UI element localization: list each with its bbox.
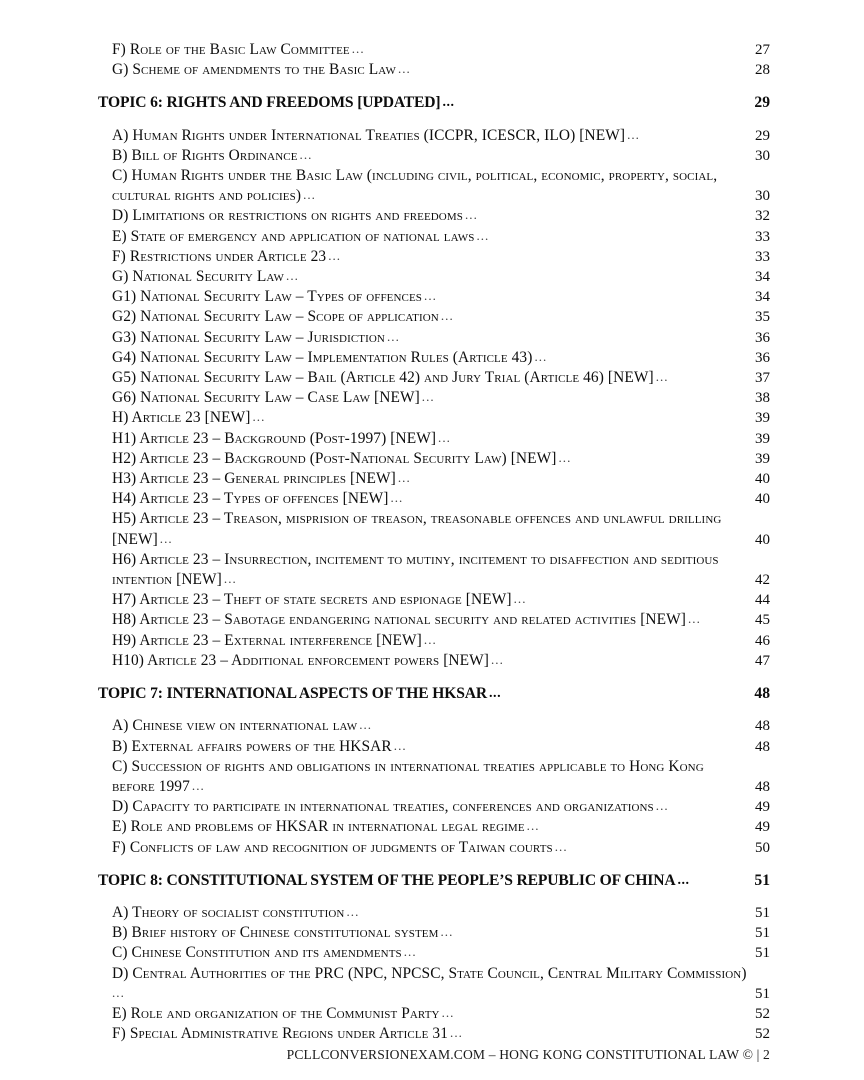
- toc-entry[interactable]: [112, 903, 770, 923]
- toc-page-number: 51: [754, 871, 770, 889]
- dot-leader: ...: [441, 1004, 455, 1020]
- toc-entry-label: A) Chinese view on international law: [112, 717, 358, 735]
- toc-entry-label: E) Role and problems of HKSAR in international legal regime: [112, 818, 525, 836]
- toc-page-number: 48: [755, 738, 770, 755]
- toc-entry[interactable]: [112, 838, 770, 858]
- toc-entry-label: H3) Article 23 – General principles [NEW]: [112, 470, 396, 488]
- toc-page-number: 52: [755, 1026, 770, 1043]
- toc-page-number: 30: [755, 188, 770, 205]
- toc-entry[interactable]: [112, 964, 770, 1004]
- toc-page-number: 34: [755, 289, 770, 306]
- toc-entry-label: A) Human Rights under International Treaties (ICCPR, ICESCR, ILO) [NEW]: [112, 126, 626, 144]
- toc-entry-label: E) Role and organization of the Communist Party: [112, 1004, 440, 1022]
- toc-page-number: 42: [755, 572, 770, 589]
- toc-entry[interactable]: [112, 328, 770, 348]
- toc-page-number: 49: [755, 819, 770, 836]
- toc-entry-label: H2) Article 23 – Background (Post-National Security Law) [NEW]: [112, 449, 557, 467]
- toc-entry[interactable]: [112, 146, 770, 166]
- toc-entry-label: E) State of emergency and application of national laws: [112, 227, 475, 245]
- toc-entry[interactable]: [112, 817, 770, 837]
- dot-leader: ...: [488, 686, 502, 702]
- dot-leader: ...: [328, 247, 342, 263]
- toc-entry[interactable]: [112, 60, 770, 80]
- dot-leader: ...: [440, 308, 454, 324]
- toc-entry[interactable]: [112, 757, 770, 797]
- dot-leader: ...: [450, 1025, 463, 1041]
- toc-page-number: 27: [755, 42, 770, 58]
- toc-entry[interactable]: [112, 509, 770, 549]
- toc-page-number: 51: [755, 904, 770, 921]
- toc-entry[interactable]: [112, 943, 770, 963]
- dot-leader: ...: [424, 288, 437, 304]
- dot-leader: ...: [403, 944, 417, 960]
- toc-page-number: 28: [755, 62, 770, 79]
- toc-entry-label: B) Bill of Rights Ordinance: [112, 146, 298, 164]
- toc-topic-heading[interactable]: [98, 93, 770, 114]
- toc-entry[interactable]: [112, 307, 770, 327]
- dot-leader: ...: [558, 449, 572, 465]
- dot-leader: ...: [677, 872, 690, 888]
- dot-leader: ...: [442, 95, 455, 111]
- dot-leader: ...: [526, 818, 540, 834]
- toc-page-number: 35: [755, 309, 770, 326]
- toc-entry[interactable]: [112, 166, 770, 206]
- toc-entry-label: F) Role of the Basic Law Committee: [112, 41, 350, 58]
- toc-entry[interactable]: [112, 590, 770, 610]
- toc-page-number: 40: [755, 471, 770, 488]
- toc-entry-label: H1) Article 23 – Background (Post-1997) [NEW]: [112, 429, 437, 447]
- toc-entry-label: H10) Article 23 – Additional enforcement powers [NEW]: [112, 651, 489, 669]
- toc-entry-label: H4) Article 23 – Types of offences [NEW]: [112, 490, 389, 508]
- toc-page-number: 39: [755, 410, 770, 427]
- dot-leader: ...: [393, 737, 407, 753]
- toc-entry-label: G4) National Security Law – Implementation Rules (Article 43): [112, 348, 533, 366]
- dot-leader: ...: [438, 429, 451, 445]
- dot-leader: ...: [286, 268, 299, 284]
- toc-page-number: 45: [755, 612, 770, 629]
- toc-page-number: 30: [755, 147, 770, 164]
- toc-page-number: 40: [755, 531, 770, 548]
- toc-page-number: 50: [755, 839, 770, 856]
- toc-entry-label: TOPIC 7: INTERNATIONAL ASPECTS OF THE HKSAR: [98, 685, 487, 703]
- toc-page-number: 44: [755, 592, 770, 609]
- toc-page-number: 52: [755, 1005, 770, 1022]
- dot-leader: ...: [554, 838, 568, 854]
- toc-entry[interactable]: [112, 651, 770, 671]
- toc-page-number: 48: [755, 778, 770, 795]
- dot-leader: ...: [397, 61, 411, 77]
- toc-page-number: 39: [755, 450, 770, 467]
- toc-page-number: 48: [754, 685, 770, 703]
- dot-leader: ...: [440, 924, 454, 940]
- toc-entry-label: F) Conflicts of law and recognition of judgments of Taiwan courts: [112, 838, 553, 856]
- toc-page-number: 51: [755, 985, 770, 1002]
- toc-entry-label-continued: before 1997: [112, 777, 190, 795]
- toc-entry-label: H) Article 23 [NEW]: [112, 409, 251, 427]
- toc-entry-label: F) Special Administrative Regions under Article 31: [112, 1025, 449, 1043]
- toc-entry[interactable]: [112, 429, 770, 449]
- toc-entry-label: D) Capacity to participate in international treaties, conferences and organizations: [112, 798, 654, 816]
- toc-page-number: 48: [755, 718, 770, 735]
- dot-leader: ...: [421, 389, 435, 405]
- toc-entry[interactable]: [112, 368, 770, 388]
- toc-entry[interactable]: [112, 797, 770, 817]
- toc-entry-label-continued: intention [NEW]: [112, 571, 222, 589]
- dot-leader: ...: [390, 490, 404, 506]
- toc-entry[interactable]: [112, 1024, 770, 1044]
- toc-page-number: 49: [755, 799, 770, 816]
- dot-leader: ...: [386, 328, 400, 344]
- dot-leader: ...: [112, 984, 125, 1000]
- toc-entry-label: G6) National Security Law – Case Law [NEW]: [112, 389, 420, 407]
- toc-entry-label: TOPIC 6: RIGHTS AND FREEDOMS [UPDATED]: [98, 94, 441, 112]
- toc-page-number: 46: [755, 632, 770, 649]
- dot-leader: ...: [688, 611, 701, 627]
- toc-page-number: 33: [755, 248, 770, 265]
- toc-entry-label: F) Restrictions under Article 23: [112, 247, 327, 265]
- toc-entry-label-continued: cultural rights and policies): [112, 187, 302, 205]
- toc-entry[interactable]: [112, 550, 770, 590]
- toc-topic-heading[interactable]: [98, 871, 770, 892]
- toc-entry[interactable]: [112, 449, 770, 469]
- dot-leader: ...: [423, 631, 437, 647]
- dot-leader: ...: [359, 717, 373, 733]
- dot-leader: ...: [223, 571, 237, 587]
- dot-leader: ...: [491, 651, 504, 667]
- toc-entry[interactable]: [112, 716, 770, 736]
- dot-leader: ...: [513, 591, 527, 607]
- dot-leader: ...: [351, 41, 365, 56]
- dot-leader: ...: [627, 126, 640, 142]
- dot-leader: ...: [534, 348, 548, 364]
- toc-entry-label: G5) National Security Law – Bail (Article 42) and Jury Trial (Article 46) [NEW]: [112, 369, 654, 387]
- toc-entry-label: G1) National Security Law – Types of offences: [112, 288, 423, 306]
- toc-page-number: 36: [755, 349, 770, 366]
- toc-entry-label: G2) National Security Law – Scope of application: [112, 308, 439, 326]
- toc-entry[interactable]: [112, 923, 770, 943]
- toc-entry[interactable]: [112, 287, 770, 307]
- toc-entry-label: G) Scheme of amendments to the Basic Law: [112, 61, 396, 79]
- toc-topic-heading[interactable]: [98, 684, 770, 705]
- toc-entry[interactable]: [112, 247, 770, 267]
- toc-entry-label: B) External affairs powers of the HKSAR: [112, 737, 392, 755]
- dot-leader: ...: [191, 777, 205, 793]
- toc-entry[interactable]: [112, 610, 770, 630]
- toc-entry-label: G) National Security Law: [112, 268, 285, 286]
- toc-entry[interactable]: [112, 388, 770, 408]
- dot-leader: ...: [303, 187, 316, 203]
- toc-page-number: 40: [755, 491, 770, 508]
- toc-entry[interactable]: [112, 469, 770, 489]
- toc-page-number: 33: [755, 228, 770, 245]
- dot-leader: ...: [655, 369, 669, 385]
- dot-leader: ...: [655, 798, 669, 814]
- toc-page-number: 29: [754, 94, 770, 112]
- toc-entry[interactable]: [112, 40, 770, 60]
- toc-entry[interactable]: [112, 737, 770, 757]
- toc-entry-label: H9) Article 23 – External interference [NEW]: [112, 631, 422, 649]
- toc-entry-label: D) Limitations or restrictions on rights and freedoms: [112, 207, 463, 225]
- toc-entry[interactable]: [112, 227, 770, 247]
- toc-entry[interactable]: [112, 631, 770, 651]
- toc-entry-label: H5) Article 23 – Treason, misprision of treason, treasonable offences and unlawful drilling: [112, 510, 722, 528]
- toc-entry-label: G3) National Security Law – Jurisdiction: [112, 328, 385, 346]
- toc-page-number: 29: [755, 127, 770, 144]
- dot-leader: ...: [397, 470, 411, 486]
- toc-entry-label: C) Chinese Constitution and its amendments: [112, 944, 402, 962]
- dot-leader: ...: [464, 207, 478, 223]
- toc-page-number: 37: [755, 370, 770, 387]
- toc-entry[interactable]: [112, 126, 770, 146]
- toc-page-number: 51: [755, 925, 770, 942]
- toc-entry[interactable]: [112, 489, 770, 509]
- toc-entry[interactable]: [112, 206, 770, 226]
- dot-leader: ...: [299, 146, 313, 162]
- toc-entry-label: C) Succession of rights and obligations in international treaties applicable to Hong Kong: [112, 757, 704, 775]
- toc-page-number: 36: [755, 329, 770, 346]
- toc-entry-label: H8) Article 23 – Sabotage endangering national security and related activities [NEW]: [112, 611, 686, 629]
- toc-entry-label: H6) Article 23 – Insurrection, incitement to mutiny, incitement to disaffection and seditious: [112, 550, 719, 568]
- toc-page-number: 32: [755, 208, 770, 225]
- toc-entry-label-continued: [NEW]: [112, 530, 158, 548]
- toc-entry[interactable]: [112, 348, 770, 368]
- toc-entry[interactable]: [112, 408, 770, 428]
- toc-entry[interactable]: [112, 1004, 770, 1024]
- toc-entry-label: D) Central Authorities of the PRC (NPC, NPCSC, State Council, Central Military Commission): [112, 964, 747, 982]
- dot-leader: ...: [252, 409, 266, 425]
- toc-page-number: 38: [755, 390, 770, 407]
- toc-page-number: 39: [755, 430, 770, 447]
- toc-entry-label: H7) Article 23 – Theft of state secrets and espionage [NEW]: [112, 591, 512, 609]
- page-footer: PCLLCONVERSIONEXAM.COM – HONG KONG CONSTITUTIONAL LAW © | 2: [286, 1047, 770, 1062]
- toc-entry-label: B) Brief history of Chinese constitutional system: [112, 924, 439, 942]
- dot-leader: ...: [346, 903, 360, 919]
- toc-page-number: 51: [755, 945, 770, 962]
- toc-entry-label: C) Human Rights under the Basic Law (including civil, political, economic, property, social,: [112, 167, 718, 185]
- dot-leader: ...: [159, 530, 173, 546]
- toc-entry[interactable]: [112, 267, 770, 287]
- table-of-contents: [98, 40, 770, 1044]
- toc-entry-label: A) Theory of socialist constitution: [112, 903, 345, 921]
- toc-page-number: 34: [755, 269, 770, 286]
- dot-leader: ...: [476, 227, 490, 243]
- toc-entry-label: TOPIC 8: CONSTITUTIONAL SYSTEM OF THE PEOPLE’S REPUBLIC OF CHINA: [98, 871, 676, 889]
- toc-page-number: 47: [755, 652, 770, 669]
